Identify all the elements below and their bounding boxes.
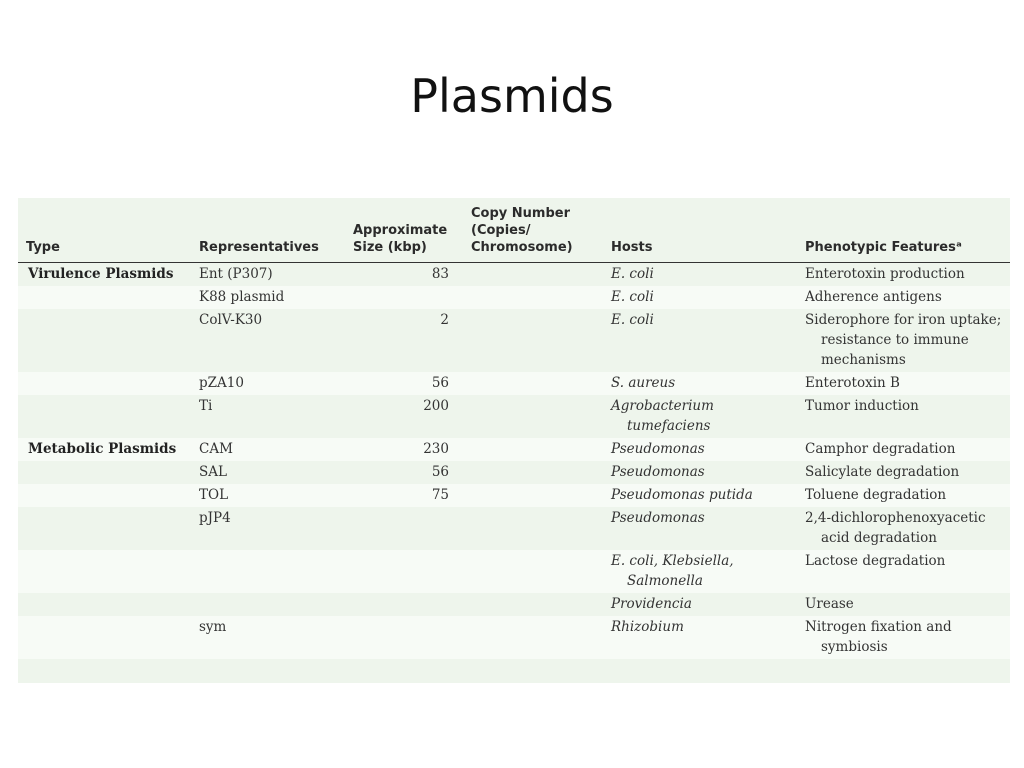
cell-hosts: [603, 507, 797, 550]
cell-copy-number: [463, 372, 603, 395]
cell-representative: [191, 550, 345, 593]
cell-hosts-text: Agrobacterium tumefaciens: [611, 398, 714, 434]
header-copy-number: Copy Number (Copies/ Chromosome): [463, 198, 603, 263]
cell-phenotypic-text: Adherence antigens: [805, 289, 942, 305]
cell-copy-number: [463, 461, 603, 484]
cell-hosts: [603, 461, 797, 484]
cell-representative: K88 plasmid: [191, 286, 345, 309]
table-row: [18, 550, 1010, 593]
cell-representative: Ent (P307): [191, 263, 345, 287]
cell-representative: SAL: [191, 461, 345, 484]
cell-phenotypic-features: [797, 461, 1010, 484]
table-row: [18, 286, 1010, 309]
cell-phenotypic-features: [797, 616, 1010, 659]
cell-hosts-text: Rhizobium: [611, 619, 684, 635]
cell-size: 83: [345, 263, 463, 287]
cell-representative: TOL: [191, 484, 345, 507]
table-row: [18, 395, 1010, 438]
cell-hosts: [603, 309, 797, 372]
cell-phenotypic-features: [797, 372, 1010, 395]
cell-type: [18, 593, 191, 616]
cell-size: 2: [345, 309, 463, 372]
header-type: Type: [18, 198, 191, 263]
cell-phenotypic-features: [797, 263, 1010, 287]
cell-type: Virulence Plasmids: [18, 263, 191, 287]
slide-title: Plasmids: [410, 69, 614, 123]
header-size: Approximate Size (kbp): [345, 198, 463, 263]
cell-phenotypic-features: [797, 438, 1010, 461]
cell-size: 56: [345, 372, 463, 395]
table-header-row: [18, 198, 1010, 263]
cell-type: [18, 550, 191, 593]
table-row: [18, 372, 1010, 395]
cell-phenotypic-features: [797, 395, 1010, 438]
cell-type: [18, 309, 191, 372]
plasmid-table: [18, 198, 1010, 659]
cell-hosts-text: Pseudomonas putida: [611, 487, 753, 503]
cell-size: [345, 616, 463, 659]
cell-phenotypic-text: Enterotoxin production: [805, 266, 965, 282]
cell-copy-number: [463, 550, 603, 593]
cell-size: 200: [345, 395, 463, 438]
cell-phenotypic-text: Urease: [805, 596, 854, 612]
table-row: [18, 484, 1010, 507]
cell-hosts: [603, 438, 797, 461]
cell-size: 56: [345, 461, 463, 484]
cell-type: Metabolic Plasmids: [18, 438, 191, 461]
cell-hosts-text: Pseudomonas: [611, 464, 705, 480]
cell-type: [18, 507, 191, 550]
cell-phenotypic-features: [797, 550, 1010, 593]
table-row: [18, 593, 1010, 616]
cell-hosts-text: E. coli, Klebsiella, Salmonella: [611, 553, 734, 589]
cell-hosts-text: E. coli: [611, 266, 654, 282]
table-row: [18, 616, 1010, 659]
cell-phenotypic-features: [797, 507, 1010, 550]
cell-phenotypic-text: Tumor induction: [805, 398, 919, 414]
cell-representative: [191, 593, 345, 616]
cell-representative: pJP4: [191, 507, 345, 550]
header-phenotypic-features: Phenotypic Featuresᵃ: [797, 198, 1010, 263]
cell-type: [18, 286, 191, 309]
cell-phenotypic-features: [797, 309, 1010, 372]
cell-copy-number: [463, 309, 603, 372]
cell-hosts-text: S. aureus: [611, 375, 676, 391]
cell-copy-number: [463, 593, 603, 616]
cell-phenotypic-text: Siderophore for iron uptake; resistance to immune mechanisms: [805, 312, 1002, 368]
cell-size: [345, 286, 463, 309]
cell-hosts: [603, 395, 797, 438]
cell-copy-number: [463, 286, 603, 309]
cell-representative: ColV-K30: [191, 309, 345, 372]
table-row: [18, 263, 1010, 287]
table-row: [18, 461, 1010, 484]
cell-size: [345, 593, 463, 616]
cell-hosts: [603, 372, 797, 395]
cell-size: 75: [345, 484, 463, 507]
cell-hosts: [603, 593, 797, 616]
table-row: [18, 507, 1010, 550]
cell-phenotypic-text: Toluene degradation: [805, 487, 947, 503]
cell-type: [18, 616, 191, 659]
cell-representative: sym: [191, 616, 345, 659]
cell-copy-number: [463, 507, 603, 550]
cell-copy-number: [463, 263, 603, 287]
cell-hosts: [603, 484, 797, 507]
header-representatives: Representatives: [191, 198, 345, 263]
cell-phenotypic-text: Camphor degradation: [805, 441, 956, 457]
cell-hosts-text: E. coli: [611, 289, 654, 305]
table-row: [18, 438, 1010, 461]
cell-phenotypic-text: 2,4-dichlorophenoxyacetic acid degradation: [805, 510, 986, 546]
cell-hosts: [603, 616, 797, 659]
cell-phenotypic-features: [797, 484, 1010, 507]
cell-representative: CAM: [191, 438, 345, 461]
cell-hosts: [603, 286, 797, 309]
cell-size: [345, 507, 463, 550]
cell-phenotypic-text: Nitrogen fixation and symbiosis: [805, 619, 952, 655]
cell-hosts-text: Providencia: [611, 596, 692, 612]
cell-phenotypic-text: Salicylate degradation: [805, 464, 960, 480]
cell-phenotypic-features: [797, 286, 1010, 309]
cell-type: [18, 395, 191, 438]
cell-copy-number: [463, 484, 603, 507]
cell-type: [18, 372, 191, 395]
cell-copy-number: [463, 438, 603, 461]
cell-phenotypic-text: Enterotoxin B: [805, 375, 900, 391]
cell-hosts-text: Pseudomonas: [611, 441, 705, 457]
header-hosts: Hosts: [603, 198, 797, 263]
cell-type: [18, 461, 191, 484]
cell-copy-number: [463, 395, 603, 438]
cell-size: [345, 550, 463, 593]
cell-size: 230: [345, 438, 463, 461]
cell-hosts: [603, 550, 797, 593]
cell-phenotypic-text: Lactose degradation: [805, 553, 946, 569]
cell-hosts: [603, 263, 797, 287]
cell-representative: pZA10: [191, 372, 345, 395]
cell-copy-number: [463, 616, 603, 659]
cell-phenotypic-features: [797, 593, 1010, 616]
cell-hosts-text: E. coli: [611, 312, 654, 328]
table-row: [18, 309, 1010, 372]
cell-representative: Ti: [191, 395, 345, 438]
cell-type: [18, 484, 191, 507]
plasmid-table-container: [18, 198, 1010, 683]
cell-hosts-text: Pseudomonas: [611, 510, 705, 526]
